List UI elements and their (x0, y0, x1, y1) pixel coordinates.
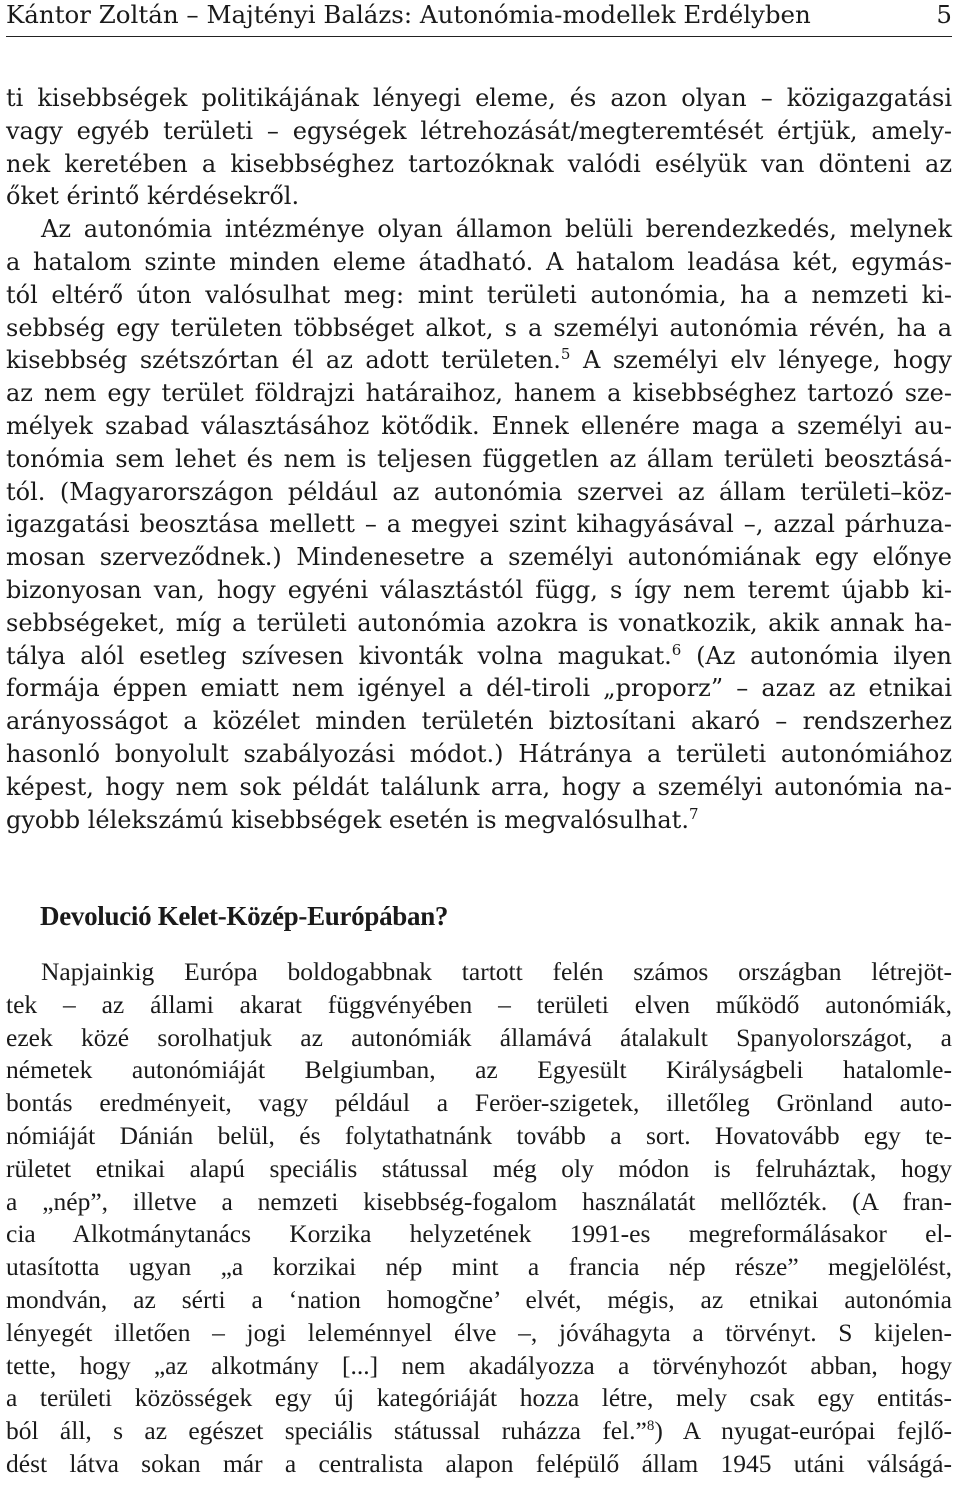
text-line: tonómia sem lehet és nem is teljesen független az állam területi beosztásá- (6, 444, 952, 473)
footnote-ref-6[interactable]: 6 (671, 640, 682, 659)
text-line: tette, hogy „az alkotmány [...] nem akadályozza a törvényhozót abban, hogy (6, 1350, 952, 1380)
text-line: nómiáját Dánián belül, és folytathatnánk tovább a sort. Hovatovább egy te- (6, 1120, 952, 1150)
page-number: 5 (936, 0, 952, 29)
text-line: Az autonómia intézménye olyan államon belüli berendezkedés, melynek (41, 215, 952, 244)
text-line: sebbségeket, míg a területi autonómia azokra is vonatkozik, akik annak ha- (6, 608, 952, 637)
text-line: a területi közösségek egy új kategóriáját hozza létre, mely csak egy entitás- (6, 1383, 952, 1413)
text-line: a hatalom szinte minden eleme átadható. A hatalom leadása két, egymás- (6, 247, 952, 276)
text-line: rületet etnikai alapú speciális státussal még oly módon is felruháztak, hogy (6, 1153, 952, 1183)
text-line: dést látva sokan már a centralista alapon felépülő állam 1945 utáni válságá- (6, 1448, 952, 1478)
text-line: tek – az állami akarat függvényében – területi elven működő autonómiák, (6, 989, 952, 1019)
text-line: vagy egyéb területi – egységek létrehozását/megteremtését értjük, amely- (6, 116, 952, 145)
text-line: utasította ugyan „a korzikai nép mint a francia nép része” megjelölést, (6, 1252, 952, 1282)
text-line: képest, hogy nem sok példát találunk arra, hogy a személyi autonómia na- (6, 772, 952, 801)
text-line: mosan szerveződnek.) Mindenesetre a személyi autonómiának egy előnye (6, 543, 952, 572)
text-line: a „nép”, illetve a nemzeti kisebbség-fogalom használatát mellőzték. (A fran- (6, 1186, 952, 1216)
text-line: az nem egy terület földrajzi határaihoz, hanem a kisebbséghez tartozó sze- (6, 379, 952, 408)
footnote-ref-7[interactable]: 7 (688, 804, 699, 823)
text-segment: tálya alól esetleg szívesen kivonták volna magukat. (6, 641, 672, 670)
text-line (6, 640, 952, 673)
text-line: igazgatási beosztása mellett – a megyei szint kihagyásával –, azzal párhuza- (6, 510, 952, 539)
text-segment: gyobb lélekszámú kisebbségek esetén is megvalósulhat. (6, 805, 689, 834)
text-line: formája éppen emiatt nem igényel a dél-tiroli „proporz” – azaz az etnikai (6, 674, 952, 703)
footnote-ref-8[interactable]: 8 (646, 1418, 655, 1435)
text-line: mélyek szabad választásához kötődik. Ennek ellenére maga a személyi au- (6, 411, 952, 440)
text-line: mondván, az sérti a ‘nation homogčne’ elvét, mégis, az etnikai autonómia (6, 1284, 952, 1314)
text-line: hasonló bonyolult szabályozási módot.) Hátránya a területi autonómiához (6, 739, 952, 768)
section-heading: Devolució Kelet-Közép-Európában? (40, 901, 449, 931)
text-line: tól. (Magyarországon például az autonómia szervei az állam területi–köz- (6, 477, 952, 506)
text-line (6, 1415, 952, 1448)
text-line: lényegét illetően – jogi leleménnyel élve –, jóváhagyta a törvényt. S kijelen- (6, 1317, 952, 1347)
text-segment: A személyi elv lényege, hogy (570, 346, 952, 375)
body-text-lower (6, 956, 952, 1481)
body-text-upper (6, 82, 952, 836)
text-line: ezek közé sorolhatjuk az autonómiák államává átalakult Spanyolországot, a (6, 1022, 952, 1052)
text-line: ti kisebbségek politikájának lényegi eleme, és azon olyan – közigazgatási (6, 84, 952, 112)
text-segment: (Az autonómia ilyen (681, 641, 952, 670)
text-line: őket érintő kérdésekről. (6, 182, 300, 211)
running-header (6, 0, 952, 37)
text-line: arányosságot a közélet minden területén biztosítani akaró – rendszerhez (6, 707, 952, 736)
footnote-ref-5[interactable]: 5 (560, 345, 571, 364)
text-line: nek keretében a kisebbséghez tartozóknak valódi esélyük van dönteni az (6, 149, 952, 178)
text-line: németek autonómiáját Belgiumban, az Egyesült Királyságbeli hatalomle- (6, 1055, 952, 1085)
text-line (6, 344, 952, 377)
text-segment: ) A nyugat-európai fejlő- (654, 1416, 952, 1446)
text-line: bontás eredményeit, vagy például a Feröer-szigetek, illetőleg Grönland auto- (6, 1088, 952, 1118)
header-title: Kántor Zoltán – Majtényi Balázs: Autonómia-modellek Erdélyben (6, 0, 811, 29)
text-line: sebbség egy területen többséget alkot, s a személyi autonómia révén, ha a (6, 313, 952, 342)
text-segment: kisebbség szétszórtan él az adott területen. (6, 346, 561, 375)
text-line: cia Alkotmánytanács Korzika helyzetének 1991-es megreformálásakor el- (6, 1219, 952, 1249)
text-line: bizonyosan van, hogy egyéni választástól függ, s így nem teremt újabb ki- (6, 575, 952, 604)
text-segment: ból áll, s az egészet speciális státussal ruházza fel.” (6, 1416, 647, 1446)
text-line (6, 804, 952, 837)
text-line: Napjainkig Európa boldogabbnak tartott felén számos országban létrejöt- (41, 957, 952, 986)
text-line: tól eltérő úton valósulhat meg: mint területi autonómia, ha a nemzeti ki- (6, 280, 952, 309)
